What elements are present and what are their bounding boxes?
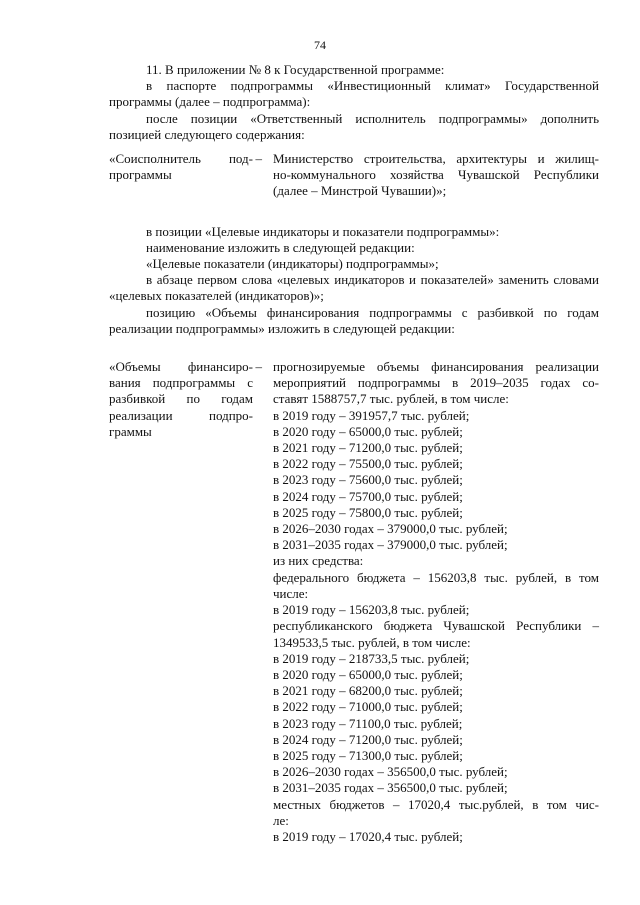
paragraph-financing-position: позицию «Объемы финансирования подпрограммы с разбивкой по годам реализации подпрограммы» изложить в следующей редакции: [109, 304, 599, 336]
financing-line: числе: [273, 585, 309, 601]
financing-line: в 2020 году – 65000,0 тыс. рублей; [273, 423, 463, 439]
coexecutor-label-line: программы [109, 167, 172, 183]
position-dash: – [255, 359, 262, 375]
financing-line: в 2019 году – 391957,7 тыс. рублей; [273, 407, 470, 423]
financing-line: в 2024 году – 71200,0 тыс. рублей; [273, 731, 463, 747]
financing-line: в 2026–2030 годах – 379000,0 тыс. рублей; [273, 521, 508, 537]
financing-line: в 2026–2030 годах – 356500,0 тыс. рублей; [273, 764, 508, 780]
coexecutor-label [109, 151, 262, 200]
financing-line: ле: [273, 812, 289, 828]
financing-line: в 2031–2035 годах – 379000,0 тыс. рублей; [273, 537, 508, 553]
paragraph-replace-words: в абзаце первом слова «целевых индикаторов и показателей» заменить словами «целевых показателей (индикаторов)»; [109, 272, 599, 304]
financing-line: из них средства: [273, 553, 364, 569]
financing-line: в 2023 году – 75600,0 тыс. рублей; [273, 472, 463, 488]
coexecutor-value-line: но-коммунального хозяйства Чувашской Республики [273, 167, 599, 183]
financing-line: в 2021 году – 68200,0 тыс. рублей; [273, 683, 463, 699]
financing-line: в 2023 году – 71100,0 тыс. рублей; [273, 715, 463, 731]
financing-label-line: разбивкой по годам [109, 391, 253, 407]
financing-label-line: граммы [109, 423, 152, 439]
position-dash: – [255, 151, 262, 167]
financing-line: в 2025 году – 75800,0 тыс. рублей; [273, 504, 463, 520]
financing-label-line: вания подпрограммы с [109, 375, 253, 391]
financing-label [109, 359, 262, 845]
financing-value [273, 359, 599, 845]
financing-line: в 2019 году – 17020,4 тыс. рублей; [273, 828, 463, 844]
financing-line: республиканского бюджета Чувашской Республики – [273, 618, 599, 634]
financing-position [109, 359, 599, 845]
coexecutor-value-line: (далее – Минстрой Чувашии)»; [273, 183, 447, 199]
coexecutor-value-line: Министерство строительства, архитектуры и жилищ- [273, 151, 599, 167]
document-body [109, 62, 599, 845]
coexecutor-label-line: «Соисполнитель под- [109, 151, 253, 167]
financing-label-line: «Объемы финансиро- [109, 359, 253, 375]
financing-line: в 2022 году – 75500,0 тыс. рублей; [273, 456, 463, 472]
financing-line: в 2022 году – 71000,0 тыс. рублей; [273, 699, 463, 715]
financing-line: 1349533,5 тыс. рублей, в том числе: [273, 634, 471, 650]
paragraph-item-11: 11. В приложении № 8 к Государственной программе: [146, 62, 445, 77]
spacer [109, 337, 599, 359]
financing-line: в 2021 году – 71200,0 тыс. рублей; [273, 440, 463, 456]
financing-line: ставят 1588757,7 тыс. рублей, в том числе: [273, 391, 509, 407]
financing-line: в 2019 году – 156203,8 тыс. рублей; [273, 602, 470, 618]
coexecutor-value [273, 151, 599, 200]
financing-line: прогнозируемые объемы финансирования реализации [273, 359, 599, 375]
financing-line: в 2020 году – 65000,0 тыс. рублей; [273, 666, 463, 682]
financing-line: федерального бюджета – 156203,8 тыс. рублей, в том [273, 569, 599, 585]
financing-line: в 2031–2035 годах – 356500,0 тыс. рублей; [273, 780, 508, 796]
paragraph-new-name: «Целевые показатели (индикаторы) подпрограммы»; [146, 256, 439, 272]
paragraph-passport: в паспорте подпрограммы «Инвестиционный климат» Государственной программы (далее – подпрограмма): [109, 78, 599, 110]
financing-label-line: реализации подпро- [109, 407, 253, 423]
paragraph-after-position: после позиции «Ответственный исполнитель подпрограммы» дополнить позицией следующего содержания: [109, 110, 599, 142]
financing-line: мероприятий подпрограммы в 2019–2035 годах со- [273, 375, 599, 391]
financing-line: в 2024 году – 75700,0 тыс. рублей; [273, 488, 463, 504]
paragraph-name-edit: наименование изложить в следующей редакции: [146, 239, 415, 255]
page-number: 74 [314, 38, 326, 52]
coexecutor-position [109, 151, 599, 200]
financing-line: в 2025 году – 71300,0 тыс. рублей; [273, 747, 463, 763]
spacer [109, 200, 599, 224]
paragraph-indicators: в позиции «Целевые индикаторы и показатели подпрограммы»: [146, 223, 500, 239]
financing-line: в 2019 году – 218733,5 тыс. рублей; [273, 650, 470, 666]
financing-line: местных бюджетов – 17020,4 тыс.рублей, в том чис- [273, 796, 599, 812]
